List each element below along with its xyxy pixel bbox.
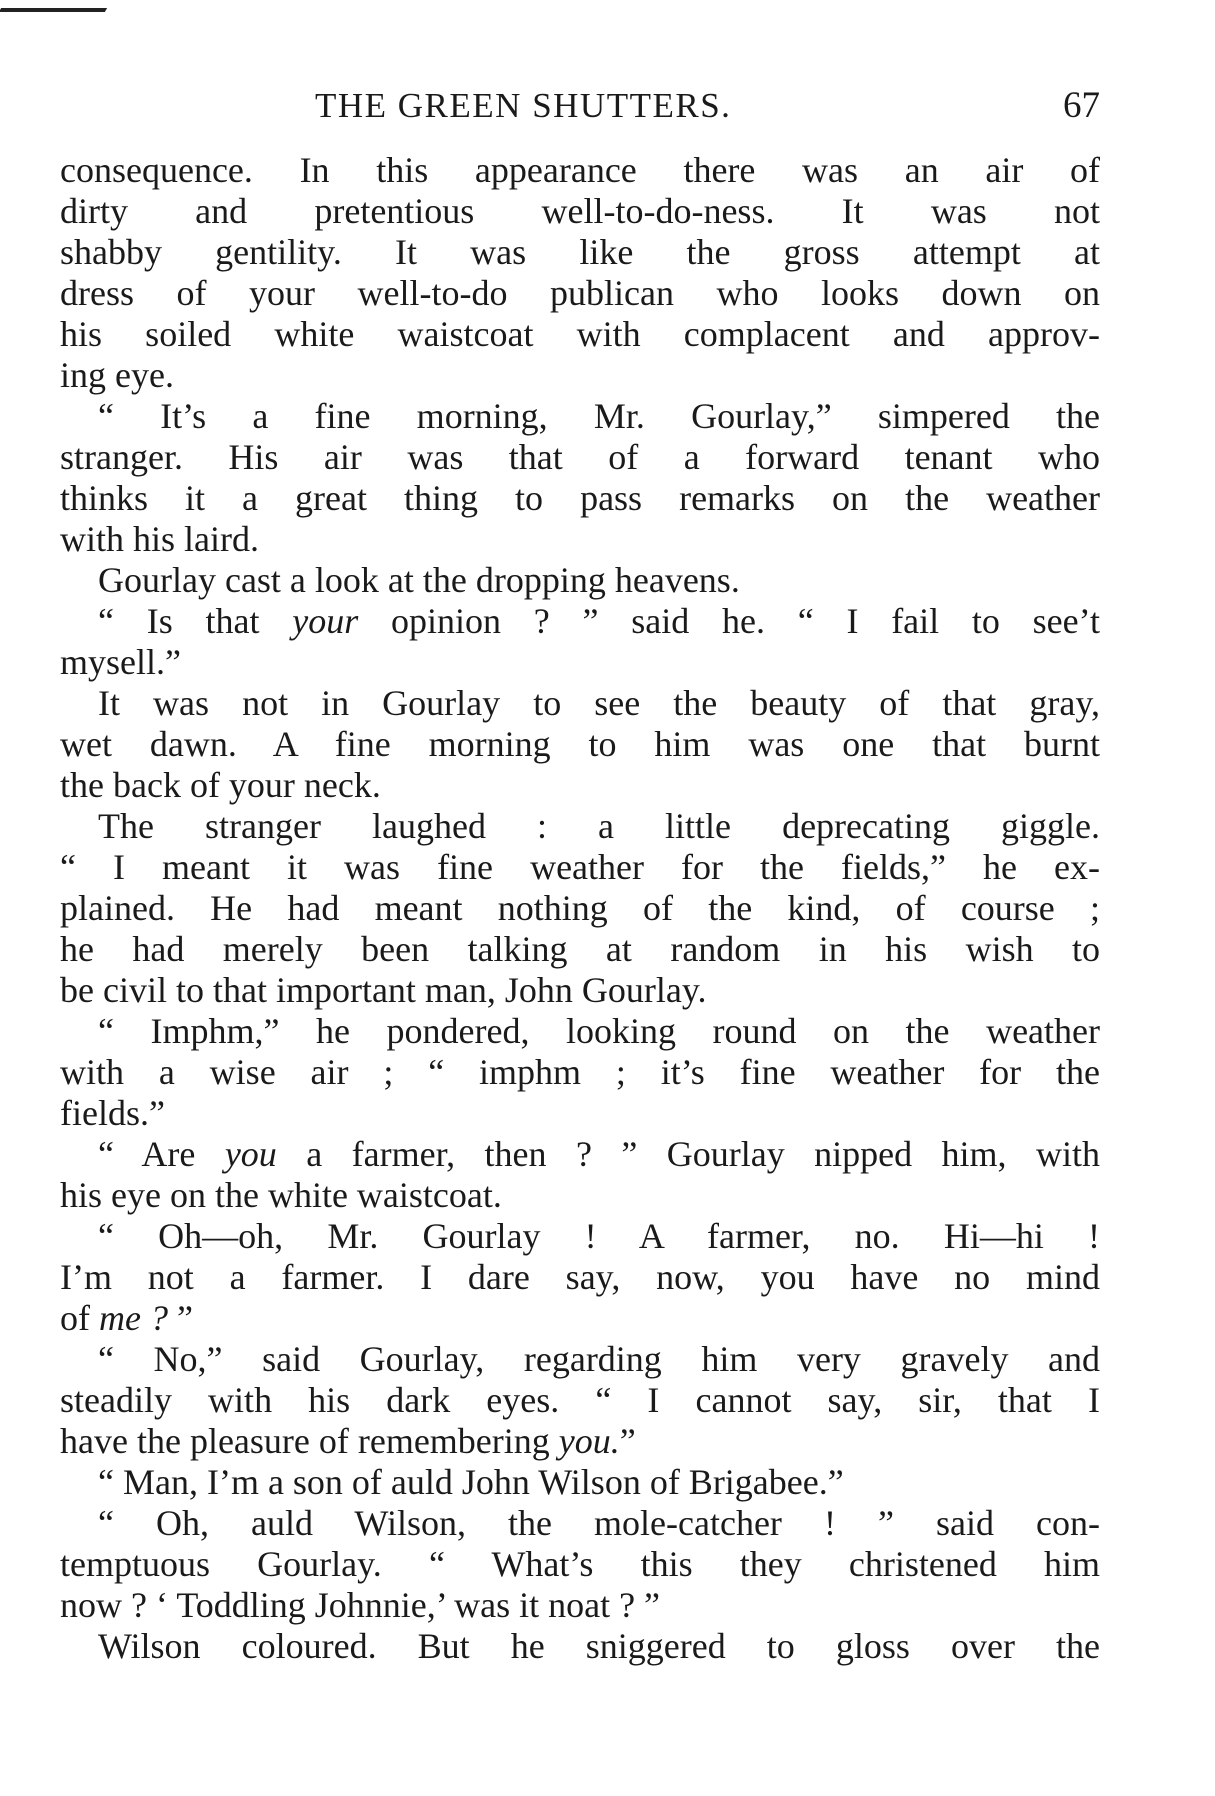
text-line: Wilson coloured. But he sniggered to gloss over the	[98, 1626, 1100, 1666]
text-line: consequence. In this appearance there was an air of	[60, 150, 1100, 190]
text-line: “ Man, I’m a son of auld John Wilson of Brigabee.”	[98, 1462, 844, 1502]
book-page	[60, 80, 1100, 1667]
text-line: “ No,” said Gourlay, regarding him very gravely and	[98, 1339, 1100, 1379]
text-line: he had merely been talking at random in his wish to	[60, 929, 1100, 969]
text-line: with his laird.	[60, 519, 259, 559]
page-number: 67	[1063, 85, 1100, 126]
text-line: It was not in Gourlay to see the beauty of that gray,	[98, 683, 1100, 723]
text-line: now ? ‘ Toddling Johnnie,’ was it noat ? ”	[60, 1585, 661, 1625]
body-text	[60, 150, 1100, 1667]
text-line: “ Oh—oh, Mr. Gourlay ! A farmer, no. Hi—hi !	[98, 1216, 1100, 1256]
text-line: the back of your neck.	[60, 765, 381, 805]
text-line: “ Oh, auld Wilson, the mole-catcher ! ” said con-	[98, 1503, 1100, 1543]
text-line: ing eye.	[60, 355, 174, 395]
text-line: “ I meant it was fine weather for the fields,” he ex-	[60, 847, 1100, 887]
text-line: dirty and pretentious well-to-do-ness. It was not	[60, 191, 1100, 231]
text-line: his eye on the white waistcoat.	[60, 1175, 502, 1215]
text-line: “ Imphm,” he pondered, looking round on the weather	[98, 1011, 1100, 1051]
text-line: shabby gentility. It was like the gross attempt at	[60, 232, 1100, 272]
corner-scan-mark	[0, 8, 107, 12]
text-line: his soiled white waistcoat with complacent and approv-	[60, 314, 1100, 354]
text-line: mysell.”	[60, 642, 181, 682]
text-line: “ It’s a fine morning, Mr. Gourlay,” simpered the	[98, 396, 1100, 436]
text-line: I’m not a farmer. I dare say, now, you have no mind	[60, 1257, 1100, 1297]
text-line: wet dawn. A fine morning to him was one that burnt	[60, 724, 1100, 764]
text-line: have the pleasure of remembering you.”	[60, 1421, 636, 1461]
text-line: dress of your well-to-do publican who looks down on	[60, 273, 1100, 313]
text-line: steadily with his dark eyes. “ I cannot say, sir, that I	[60, 1380, 1100, 1420]
text-line: temptuous Gourlay. “ What’s this they christened him	[60, 1544, 1100, 1584]
running-head	[60, 80, 1100, 136]
running-title: THE GREEN SHUTTERS.	[315, 86, 732, 125]
text-line: with a wise air ; “ imphm ; it’s fine weather for the	[60, 1052, 1100, 1092]
text-line: “ Are you a farmer, then ? ” Gourlay nipped him, with	[98, 1134, 1100, 1174]
text-line: be civil to that important man, John Gourlay.	[60, 970, 707, 1010]
text-line: plained. He had meant nothing of the kind, of course ;	[60, 888, 1100, 928]
text-line: “ Is that your opinion ? ” said he. “ I fail to see’t	[98, 601, 1100, 641]
text-line: Gourlay cast a look at the dropping heavens.	[98, 560, 740, 600]
text-line: The stranger laughed : a little deprecating giggle.	[98, 806, 1100, 846]
text-line: stranger. His air was that of a forward tenant who	[60, 437, 1100, 477]
text-line: of me ? ”	[60, 1298, 193, 1338]
text-line: fields.”	[60, 1093, 165, 1133]
text-line: thinks it a great thing to pass remarks on the weather	[60, 478, 1100, 518]
